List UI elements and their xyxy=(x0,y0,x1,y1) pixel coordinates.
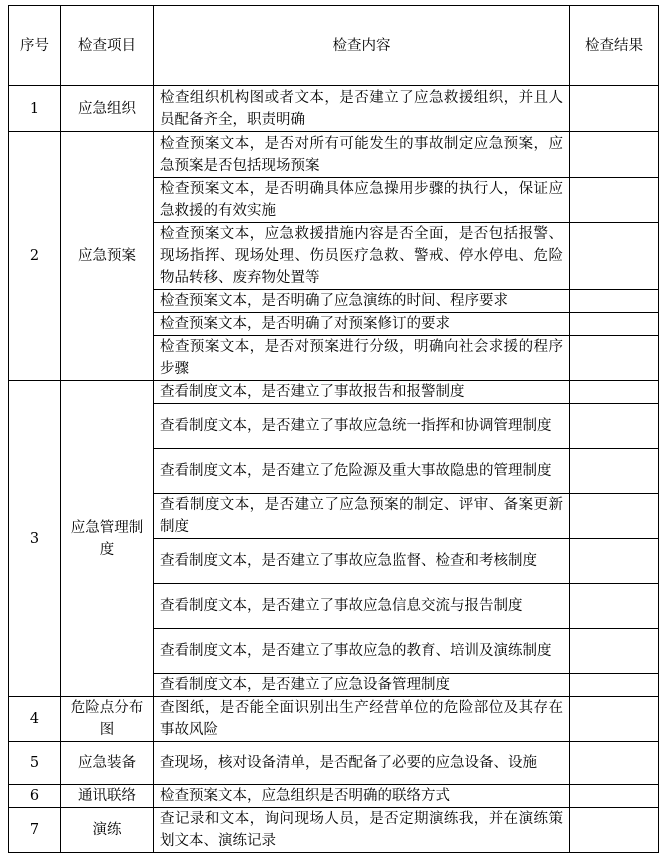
row-content: 检查预案文本，应急救援措施内容是否全面，是否包括报警、现场指挥、现场处理、伤员医疗急救、警戒、停水停电、危险物品转移、废弃物处置等 xyxy=(154,223,570,290)
result-cell[interactable] xyxy=(570,336,659,381)
table-row xyxy=(9,742,659,785)
row-content: 检查组织机构图或者文本，是否建立了应急救援组织，并且人员配备齐全，职责明确 xyxy=(154,86,570,132)
row-content: 查看制度文本，是否建立了应急预案的制定、评审、备案更新制度 xyxy=(154,494,570,539)
row-content: 查看制度文本，是否建立了事故应急监督、检查和考核制度 xyxy=(154,539,570,584)
row-content: 查记录和文本，询问现场人员，是否定期演练我，并在演练策划文本、演练记录 xyxy=(154,808,570,853)
row-item: 应急预案 xyxy=(61,132,154,381)
row-content: 查看制度文本，是否建立了应急设备管理制度 xyxy=(154,674,570,697)
row-content: 检查预案文本，是否对所有可能发生的事故制定应急预案，应急预案是否包括现场预案 xyxy=(154,132,570,178)
result-cell[interactable] xyxy=(570,697,659,742)
result-cell[interactable] xyxy=(570,178,659,223)
row-seq: 3 xyxy=(9,381,61,697)
row-content: 查现场，核对设备清单，是否配备了必要的应急设备、设施 xyxy=(154,742,570,785)
result-cell[interactable] xyxy=(570,86,659,132)
result-cell[interactable] xyxy=(570,584,659,629)
row-content: 检查预案文本，是否对预案进行分级，明确向社会求援的程序步骤 xyxy=(154,336,570,381)
result-cell[interactable] xyxy=(570,629,659,674)
result-cell[interactable] xyxy=(570,381,659,404)
table-row xyxy=(9,381,659,404)
row-content: 查图纸，是否能全面识别出生产经营单位的危险部位及其存在事故风险 xyxy=(154,697,570,742)
row-item: 通讯联络 xyxy=(61,785,154,808)
table-row xyxy=(9,808,659,853)
result-cell[interactable] xyxy=(570,290,659,313)
row-seq: 1 xyxy=(9,86,61,132)
result-cell[interactable] xyxy=(570,313,659,336)
row-content: 查看制度文本，是否建立了事故应急信息交流与报告制度 xyxy=(154,584,570,629)
row-item: 应急装备 xyxy=(61,742,154,785)
header-item: 检查项目 xyxy=(61,6,154,86)
result-cell[interactable] xyxy=(570,223,659,290)
row-content: 检查预案文本，是否明确了应急演练的时间、程序要求 xyxy=(154,290,570,313)
row-content: 查看制度文本，是否建立了危险源及重大事故隐患的管理制度 xyxy=(154,449,570,494)
header-seq: 序号 xyxy=(9,6,61,86)
result-cell[interactable] xyxy=(570,449,659,494)
row-seq: 2 xyxy=(9,132,61,381)
row-seq: 6 xyxy=(9,785,61,808)
result-cell[interactable] xyxy=(570,785,659,808)
row-content: 查看制度文本，是否建立了事故应急统一指挥和协调管理制度 xyxy=(154,404,570,449)
result-cell[interactable] xyxy=(570,539,659,584)
row-item: 应急组织 xyxy=(61,86,154,132)
row-seq: 7 xyxy=(9,808,61,853)
result-cell[interactable] xyxy=(570,808,659,853)
result-cell[interactable] xyxy=(570,674,659,697)
table-row xyxy=(9,132,659,178)
row-content: 检查预案文本，应急组织是否明确的联络方式 xyxy=(154,785,570,808)
row-content: 检查预案文本，是否明确具体应急操用步骤的执行人，保证应急救援的有效实施 xyxy=(154,178,570,223)
result-cell[interactable] xyxy=(570,404,659,449)
row-item: 应急管理制度 xyxy=(61,381,154,697)
header-result: 检查结果 xyxy=(570,6,659,86)
result-cell[interactable] xyxy=(570,742,659,785)
row-content: 查看制度文本，是否建立了事故应急的教育、培训及演练制度 xyxy=(154,629,570,674)
header-row xyxy=(9,6,659,86)
row-content: 查看制度文本，是否建立了事故报告和报警制度 xyxy=(154,381,570,404)
header-content: 检查内容 xyxy=(154,6,570,86)
row-content: 检查预案文本，是否明确了对预案修订的要求 xyxy=(154,313,570,336)
inspection-table xyxy=(8,5,659,853)
table-row xyxy=(9,697,659,742)
row-item: 演练 xyxy=(61,808,154,853)
row-item: 危险点分布图 xyxy=(61,697,154,742)
row-seq: 4 xyxy=(9,697,61,742)
row-seq: 5 xyxy=(9,742,61,785)
result-cell[interactable] xyxy=(570,132,659,178)
table-row xyxy=(9,86,659,132)
table-row xyxy=(9,785,659,808)
result-cell[interactable] xyxy=(570,494,659,539)
